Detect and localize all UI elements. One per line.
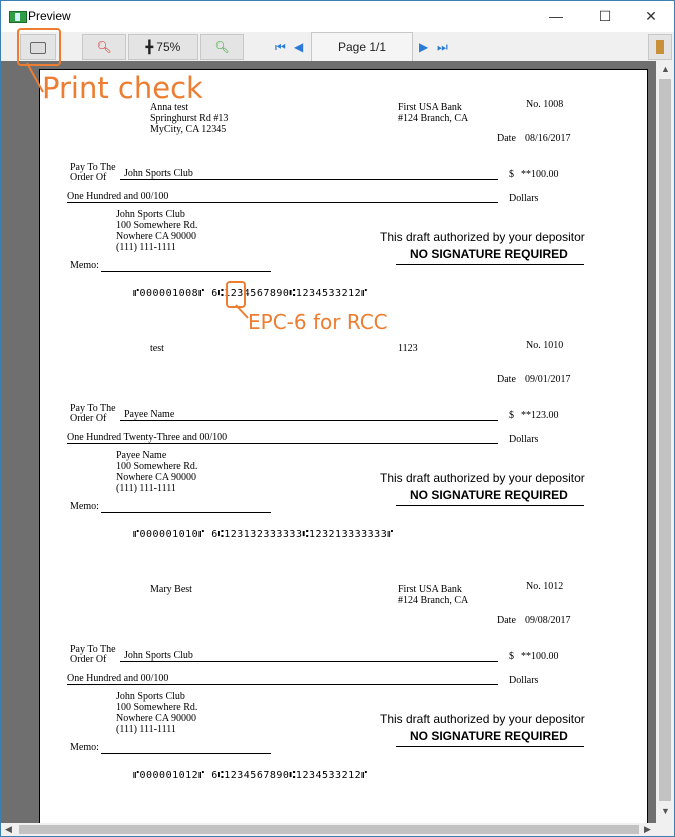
bank-line: First USA Bank <box>398 102 462 113</box>
payee-address-line: Payee Name <box>116 450 167 461</box>
payer-line: Springhurst Rd #13 <box>150 113 229 124</box>
memo-label: Memo: <box>70 260 99 271</box>
last-page-icon[interactable]: ⏭ <box>437 40 448 54</box>
date-label: Date <box>497 374 516 385</box>
payer-line: Anna test <box>150 102 189 113</box>
epc-highlight <box>226 281 246 308</box>
check-date: 09/08/2017 <box>525 615 571 626</box>
bank-line: 1123 <box>398 343 418 354</box>
check-amount: **100.00 <box>521 169 559 180</box>
dollars-label: Dollars <box>509 434 539 445</box>
close-button[interactable]: ✕ <box>645 8 657 24</box>
date-label: Date <box>497 615 516 626</box>
no-signature-notice: NO SIGNATURE REQUIRED <box>410 247 568 261</box>
pay-to-label: Pay To The <box>70 644 116 655</box>
payee-address-line: 100 Somewhere Rd. <box>116 461 198 472</box>
amount-in-words: One Hundred Twenty-Three and 00/100 <box>67 432 228 443</box>
bank-line: #124 Branch, CA <box>398 113 469 124</box>
check-number: No. 1010 <box>526 340 564 351</box>
epc-annotation: EPC-6 for RCC <box>248 310 388 334</box>
payee-address-line: (111) 111-1111 <box>116 724 176 735</box>
zoom-level: 75% <box>156 40 181 54</box>
currency-symbol: $ <box>509 169 514 180</box>
check-number: No. 1012 <box>526 581 564 592</box>
micr-line: ⑈000001010⑈ 6⑆123132333333⑆123213333333⑈ <box>133 529 394 540</box>
check-amount: **100.00 <box>521 651 559 662</box>
memo-label: Memo: <box>70 742 99 753</box>
check-date: 08/16/2017 <box>525 133 571 144</box>
dollars-label: Dollars <box>509 675 539 686</box>
print-check-annotation: Print check <box>42 71 203 105</box>
date-label: Date <box>497 133 516 144</box>
dollars-label: Dollars <box>509 193 539 204</box>
zoom-out-icon: 🔍︎ <box>96 40 112 54</box>
check-date: 09/01/2017 <box>525 374 571 385</box>
memo-label: Memo: <box>70 501 99 512</box>
payee-address-line: 100 Somewhere Rd. <box>116 220 198 231</box>
order-of-label: Order Of <box>70 172 107 183</box>
payee-address-line: Nowhere CA 90000 <box>116 231 196 242</box>
first-page-icon[interactable]: ⏮ <box>275 40 286 54</box>
amount-in-words: One Hundred and 00/100 <box>67 673 169 684</box>
no-signature-notice: NO SIGNATURE REQUIRED <box>410 729 568 743</box>
payee-address-line: (111) 111-1111 <box>116 242 176 253</box>
payee-address-line: Nowhere CA 90000 <box>116 713 196 724</box>
scroll-up-icon[interactable]: ▲ <box>661 64 670 74</box>
payer-line: Mary Best <box>150 584 192 595</box>
payer-line: MyCity, CA 12345 <box>150 124 227 135</box>
scroll-right-icon[interactable]: ▶ <box>644 824 651 834</box>
no-signature-notice: NO SIGNATURE REQUIRED <box>410 488 568 502</box>
order-of-label: Order Of <box>70 654 107 665</box>
window-title: Preview <box>28 9 71 23</box>
page-indicator: Page 1/1 <box>311 32 413 62</box>
check-number: No. 1008 <box>526 99 564 110</box>
payee-name: John Sports Club <box>124 168 193 179</box>
draft-notice: This draft authorized by your depositor <box>380 712 585 726</box>
check-amount: **123.00 <box>521 410 559 421</box>
currency-symbol: $ <box>509 410 514 421</box>
amount-in-words: One Hundred and 00/100 <box>67 191 169 202</box>
minimize-button[interactable]: — <box>549 8 563 24</box>
pay-to-label: Pay To The <box>70 162 116 173</box>
payee-address-line: 100 Somewhere Rd. <box>116 702 198 713</box>
draft-notice: This draft authorized by your depositor <box>380 471 585 485</box>
payee-name: Payee Name <box>124 409 175 420</box>
payee-name: John Sports Club <box>124 650 193 661</box>
payee-address-line: (111) 111-1111 <box>116 483 176 494</box>
order-of-label: Order Of <box>70 413 107 424</box>
currency-symbol: $ <box>509 651 514 662</box>
scroll-down-icon[interactable]: ▼ <box>661 806 670 816</box>
bank-line: First USA Bank <box>398 584 462 595</box>
payee-address-line: John Sports Club <box>116 691 185 702</box>
payee-address-line: Nowhere CA 90000 <box>116 472 196 483</box>
payee-address-line: John Sports Club <box>116 209 185 220</box>
payer-line: test <box>150 343 164 354</box>
zoom-in-icon: 🔍︎ <box>214 40 230 54</box>
next-page-icon[interactable]: ▶ <box>419 40 429 54</box>
pay-to-label: Pay To The <box>70 403 116 414</box>
prev-page-icon[interactable]: ◀ <box>294 40 304 54</box>
scroll-left-icon[interactable]: ◀ <box>5 824 12 834</box>
draft-notice: This draft authorized by your depositor <box>380 230 585 244</box>
micr-line: ⑈000001008⑈ 6⑆1234567890⑆1234533212⑈ <box>133 288 368 299</box>
bank-line: #124 Branch, CA <box>398 595 469 606</box>
zoom-fit-icon: ╋ <box>145 40 157 54</box>
maximize-button[interactable]: ☐ <box>598 8 612 24</box>
micr-line: ⑈000001012⑈ 6⑆1234567890⑆1234533212⑈ <box>133 770 368 781</box>
